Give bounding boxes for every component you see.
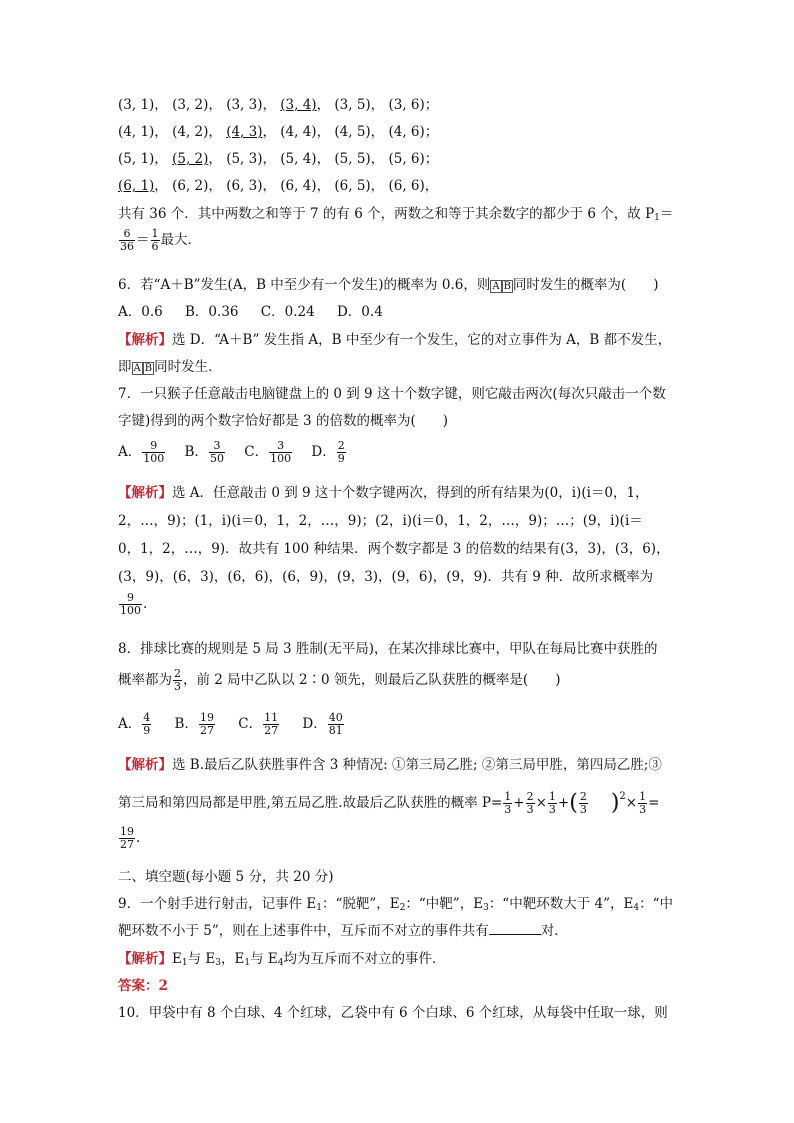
outcome: (5, 1) [118,151,155,167]
question-7-solution-5: $\frac{9}{100}$ . [120,591,148,617]
fraction: $\frac{2}{3}$ [174,667,181,693]
question-7-solution-3: 0，1，2，…，9)．故共有 100 种结果．两个数字都是 3 的倍数的结果有(3，3)，(3，6)， [118,541,670,557]
option-a: A．0.6 [118,304,163,320]
question-7-options [118,440,347,465]
outcome-row-5: (5, 1)， (5, 2)， (5, 3)， (5, 4)， (5, 5)， (5, 6)； [118,151,439,167]
outcome-underlined: (3, 4) [280,97,317,113]
option-c: C． [244,444,269,460]
option-d: D．0.4 [336,304,383,320]
outcome: (6, 4) [280,178,317,194]
question-7-solution-4: (3，9)，(6，3)，(6，6)，(6，9)，(9，3)，(9，6)，(9，9)．共有 9 种．故所求概率为 [118,569,654,585]
outcome: (3, 3) [226,97,263,113]
outcome: (4, 1) [118,124,155,140]
question-8-line-2: 概率都为 $\frac{2}{3}$ ，前 2 局中乙队以 2∶0 领先，则最后乙队获胜的概率是( ) [118,667,561,693]
outcome: (5, 3) [226,151,263,167]
fraction: $\frac{2}{9}$ [337,439,345,465]
outcome: (4, 4) [280,124,317,140]
outcome: (6, 3) [226,178,263,194]
solution-tag: 【解析】 [118,485,172,501]
option-a: A． [118,444,142,460]
answer-blank[interactable] [489,922,541,935]
option-b: B．0.36 [185,304,239,320]
question-8: 8．排球比赛的规则是 5 局 3 胜制(无平局)，在某次排球比赛中，甲队在每局比赛中获胜的 [118,641,658,657]
outcome: (6, 6) [388,178,425,194]
outcome: (5, 6) [388,151,425,167]
question-7-solution-2: 2，…，9)；(1，i)(i＝0，1，2，…，9)；(2，i)(i＝0，1，2，…，9)；…；(9，i)(i＝ [118,513,643,529]
outcome: (3, 5) [334,97,371,113]
option-c: C．0.24 [260,304,315,320]
summary-line: 共有 36 个．其中两数之和等于 7 的有 6 个，两数之和等于其余数字的都少于 6 个，故 $P_1=$ [118,206,674,223]
fraction: $\frac{2}{3}$ [579,790,587,816]
question-6-options [118,303,401,321]
fraction: $\frac{9}{100}$ [143,439,165,465]
fraction: $\frac{2}{3}$ [526,790,534,816]
fraction: $\frac{40}{81}$ [328,711,343,737]
outcome: (6, 2) [172,178,209,194]
outcome-row-3: (3, 1)， (3, 2)， (3, 3)， (3, 4)， (3, 5)， (3, 6)； [118,97,439,113]
outcome: (3, 6) [388,97,425,113]
question-7-solution: 【解析】选 A．任意敲击 0 到 9 这十个数字键两次，得到的所有结果为(0，i)(i＝0，1， [118,485,649,501]
question-8-solution-2: 第三局和第四局都是甲胜,第五局乙胜.故最后乙队获胜的概率 P= $\frac{1}{3}$ + $\frac{2}{3}$ × $\frac{1}{3}$ +( $\frac{2}{3}$ )$^2$× $\frac{1}{3}$ = [118,790,660,816]
fraction: $\frac{19}{27}$ [199,711,214,737]
outcome: (4, 2) [172,124,209,140]
outcome: (4, 6) [388,124,425,140]
question-10: 10．甲袋中有 8 个白球、4 个红球，乙袋中有 6 个白球、6 个红球，从每袋中任取一球，则 [118,1005,668,1021]
question-9-solution: 【解析】$E_1$与 $E_3$，$E_1$与 $E_4$均为互斥而不对立的事件． [118,951,446,968]
outcome-row-6: (6, 1)， (6, 2)， (6, 3)， (6, 4)， (6, 5)， (6, 6)， [118,178,439,194]
outcome: (6, 5) [334,178,371,194]
outcome: (5, 4) [280,151,317,167]
option-a: A． [118,716,142,732]
question-8-solution: 【解析】选 B.最后乙队获胜事件含 3 种情况: ①第三局乙胜; ②第三局甲胜，第四局乙胜;③ [118,757,662,773]
outcome: (3, 1) [118,97,155,113]
option-b: B． [174,716,198,732]
fraction: $\frac{1}{3}$ [639,790,647,816]
question-7: 7．一只猴子任意敲击电脑键盘上的 0 到 9 这十个数字键，则它敲击两次(每次只敲击一个数 [118,386,666,402]
fraction: $\frac{4}{9}$ [143,711,151,737]
question-6-solution: 【解析】选 D．“A＋B” 发生指 A，B 中至少有一个发生，它的对立事件为 A，B 都不发生， [118,332,672,348]
question-6-solution-2: 即 A B 同时发生． [118,359,222,375]
fraction: $\frac{1}{3}$ [548,790,556,816]
outcome: (4, 5) [334,124,371,140]
option-d: D． [302,716,327,732]
option-c: C． [238,716,263,732]
question-6: 6．若“A＋B”发生(A，B 中至少有一个发生)的概率为 0.6，则 A B 同时发生的概率为( ) [118,277,659,293]
solution-tag: 【解析】 [118,951,172,967]
question-7-line-2: 字键)得到的两个数字恰好都是 3 的倍数的概率为( ) [118,413,448,429]
question-9-line-2: 靶环数不小于 5”，则在上述事件中，互斥而不对立的事件共有 对． [118,923,568,939]
outcome-underlined: (4, 3) [226,124,263,140]
outcome: (5, 5) [334,151,371,167]
outcome: (3, 2) [172,97,209,113]
section-heading: 二、填空题(每小题 5 分，共 20 分) [118,869,334,885]
question-8-solution-3: $\frac{19}{27}$ . [120,825,141,851]
fraction: $\frac{3}{50}$ [209,439,224,465]
fraction: $\frac{19}{27}$ [120,825,134,851]
question-8-options [118,712,345,737]
outcome-underlined: (6, 1) [118,178,155,194]
outcome-underlined: (5, 2) [172,151,209,167]
outcome-row-4: (4, 1)， (4, 2)， (4, 3)， (4, 4)， (4, 5)， (4, 6)； [118,124,439,140]
fraction: $\frac{9}{100}$ [120,591,141,617]
summary-fraction-line: $\frac{6}{36}$ ＝ $\frac{1}{6}$ 最大． [120,227,201,253]
fraction: $\frac{3}{100}$ [270,439,292,465]
question-9: 9．一个射手进行射击，记事件 $E_1$：“脱靶”，$E_2$：“中靶”，$E_3$：“中靶环数大于 4”，$E_4$：“中 [118,896,673,913]
fraction: $\frac{6}{36}$ [120,227,134,253]
answer-line: 答案：2 [118,978,168,994]
option-d: D． [311,444,336,460]
fraction: $\frac{1}{6}$ [151,227,159,253]
option-b: B． [184,444,208,460]
solution-tag: 【解析】 [118,332,172,348]
fraction: $\frac{1}{3}$ [504,790,512,816]
solution-tag: 【解析】 [118,757,172,773]
fraction: $\frac{11}{27}$ [264,711,279,737]
